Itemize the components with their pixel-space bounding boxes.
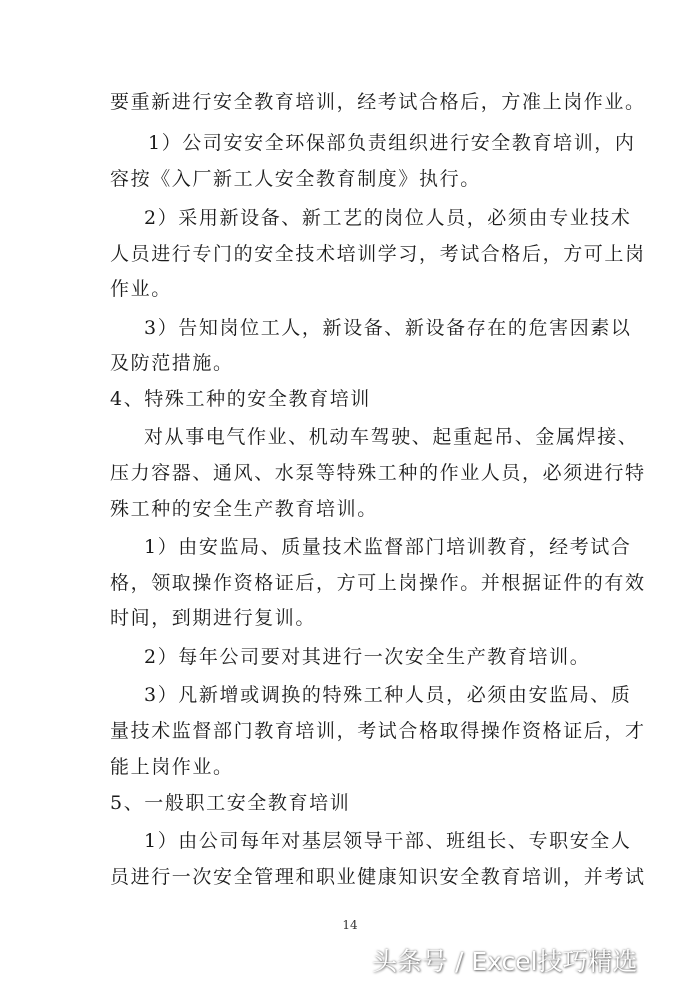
- text-line: 对从事电气作业、机动车驾驶、起重起吊、金属焊接、: [144, 426, 639, 448]
- section-heading: 5、一般职工安全教育培训: [110, 792, 351, 814]
- section-heading: 4、特殊工种的安全教育培训: [110, 388, 371, 410]
- text-line: 要重新进行安全教育培训，经考试合格后，方准上岗作业。: [110, 91, 646, 113]
- text-line: 1）公司安安全环保部负责组织进行安全教育培训，内: [148, 132, 636, 154]
- text-line: 能上岗作业。: [110, 756, 234, 778]
- text-line: 时间，到期进行复训。: [110, 607, 317, 629]
- text-line: 殊工种的安全生产教育培训。: [110, 498, 378, 520]
- text-line: 员进行一次安全管理和职业健康知识安全教育培训，并考试: [110, 866, 646, 888]
- text-line: 量技术监督部门教育培训，考试合格取得操作资格证后，才: [110, 720, 646, 742]
- text-line: 3）告知岗位工人，新设备、新设备存在的危害因素以: [144, 317, 632, 339]
- watermark: 头条号 / Excel技巧精选: [372, 947, 638, 976]
- text-line: 2）采用新设备、新工艺的岗位人员，必须由专业技术: [144, 207, 632, 229]
- text-line: 作业。: [110, 278, 172, 300]
- text-line: 容按《入厂新工人安全教育制度》执行。: [110, 168, 481, 190]
- text-line: 压力容器、通风、水泵等特殊工种的作业人员，必须进行特: [110, 462, 646, 484]
- text-line: 及防范措施。: [110, 352, 234, 374]
- text-line: 人员进行专门的安全技术培训学习，考试合格后，方可上岗: [110, 243, 646, 265]
- text-line: 1）由安监局、质量技术监督部门培训教育，经考试合: [144, 536, 632, 558]
- text-line: 格，领取操作资格证后，方可上岗操作。并根据证件的有效: [110, 572, 646, 594]
- page-number: 14: [342, 918, 358, 932]
- text-line: 1）由公司每年对基层领导干部、班组长、专职安全人: [144, 830, 632, 852]
- text-line: 2）每年公司要对其进行一次安全生产教育培训。: [144, 646, 591, 668]
- text-line: 3）凡新增或调换的特殊工种人员，必须由安监局、质: [144, 684, 632, 706]
